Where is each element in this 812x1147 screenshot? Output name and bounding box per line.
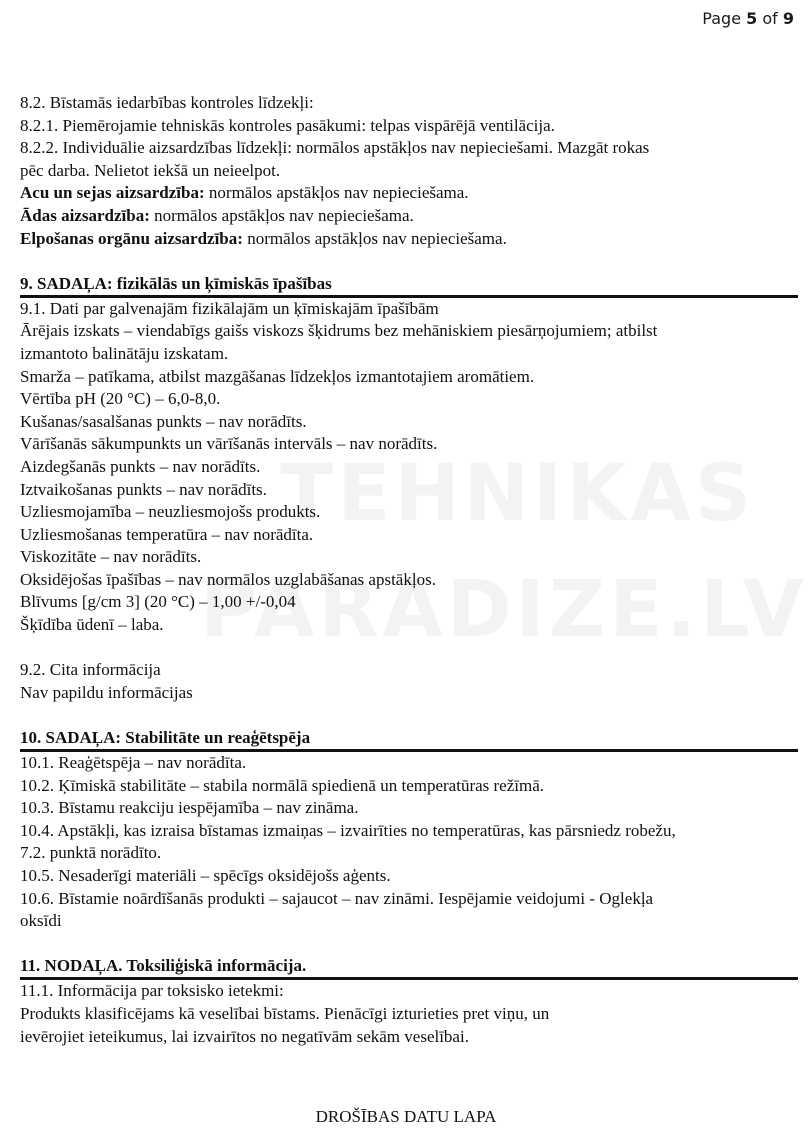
section9-line: Iztvaikošanas punkts – nav norādīts.: [20, 479, 267, 499]
skin-protection-label: Ādas aizsardzība:: [20, 205, 150, 225]
section10-line: 10.1. Reaģētspēja – nav norādīta.: [20, 753, 247, 773]
section10-line: 7.2. punktā norādīto.: [20, 843, 162, 863]
section9-line: Kušanas/sasalšanas punkts – nav norādīts.: [20, 411, 307, 431]
respiratory-protection-label: Elpošanas orgānu aizsardzība:: [20, 228, 243, 248]
section9-line: Uzliesmošanas temperatūra – nav norādīta.: [20, 524, 314, 544]
section9-line: Blīvums [g/cm 3] (20 °C) – 1,00 +/-0,04: [20, 592, 296, 612]
section9-line: izmantoto balinātāju izskatam.: [20, 343, 229, 363]
section9-line: Smarža – patīkama, atbilst mazgāšanas līdzekļos izmantotajiem aromātiem.: [20, 366, 535, 386]
section9-line: Ārējais izskats – viendabīgs gaišs viskozs šķidrums bez mehāniskiem piesārņojumiem; atbilst: [20, 321, 658, 341]
page-number: [702, 9, 794, 28]
section11-line: 11.1. Informācija par toksisko ietekmi:: [20, 981, 284, 1001]
page-of: of: [757, 9, 783, 28]
section10-line: 10.5. Nesaderīgi materiāli – spēcīgs oksidējošs aģents.: [20, 866, 391, 885]
section10-line: oksīdi: [20, 911, 62, 931]
section8-line: pēc darba. Nelietot iekšā un neieelpot.: [20, 160, 281, 180]
section9-line: Oksidējošas īpašības – nav normālos uzglabāšanas apstākļos.: [20, 569, 436, 589]
page-current: 5: [746, 9, 758, 28]
section8-line: 8.2.2. Individuālie aizsardzības līdzekļi: normālos apstākļos nav nepieciešami. Mazgāt rokas: [20, 138, 650, 158]
eye-protection-label: Acu un sejas aizsardzība:: [20, 183, 205, 203]
section9-line: Vērtība pH (20 °C) – 6,0-8,0.: [20, 389, 221, 409]
other-info-text: Nav papildu informācijas: [20, 682, 193, 702]
section11-line: ievērojiet ieteikumus, lai izvairītos no negatīvām sekām veselībai.: [20, 1026, 469, 1046]
section9-line: Uzliesmojamība – neuzliesmojošs produkts.: [20, 502, 321, 522]
section8-line: 8.2.1. Piemērojamie tehniskās kontroles pasākumi: telpas vispārējā ventilācija.: [20, 115, 555, 135]
section9-line: Šķīdība ūdenī – laba.: [20, 615, 164, 635]
page-prefix: Page: [702, 9, 747, 28]
eye-protection-text: normālos apstākļos nav nepieciešama.: [204, 183, 469, 203]
skin-protection-text: normālos apstākļos nav nepieciešama.: [149, 205, 414, 225]
section10-line: 10.6. Bīstamie noārdīšanās produkti – sajaucot – nav zināmi. Iespējamie veidojumi - Oglekļa: [20, 888, 654, 908]
section10-line: 10.4. Apstākļi, kas izraisa bīstamas izmaiņas – izvairīties no temperatūras, kas pārsniedz robežu,: [20, 820, 676, 840]
respiratory-protection-text: normālos apstākļos nav nepieciešama.: [242, 228, 507, 248]
other-info-title: 9.2. Cita informācija: [20, 660, 161, 680]
document-body: [20, 92, 798, 1048]
section10-heading: 10. SADAĻA: Stabilitāte un reaģētspēja: [20, 727, 798, 752]
section11-heading: 11. NODAĻA. Toksiliģiskā informācija.: [20, 955, 798, 980]
section10-line: 10.3. Bīstamu reakciju iespējamība – nav zināma.: [20, 798, 359, 818]
section9-heading: 9. SADAĻA: fizikālās un ķīmiskās īpašības: [20, 273, 798, 298]
section9-line: Vārīšanās sākumpunkts un vārīšanās intervāls – nav norādīts.: [20, 434, 438, 454]
skin-protection: [20, 205, 798, 228]
document-footer: DROŠĪBAS DATU LAPA: [315, 1107, 497, 1126]
section8-line: 8.2. Bīstamās iedarbības kontroles līdzekļi:: [20, 93, 314, 112]
respiratory-protection: [20, 228, 798, 251]
section11-line: Produkts klasificējams kā veselībai bīstams. Pienācīgi izturieties pret viņu, un: [20, 1003, 550, 1023]
section9-line: Viskozitāte – nav norādīts.: [20, 547, 202, 567]
eye-protection: [20, 182, 798, 205]
section9-line: 9.1. Dati par galvenajām fizikālajām un ķīmiskajām īpašībām: [20, 298, 439, 318]
section10-line: 10.2. Ķīmiskā stabilitāte – stabila normālā spiedienā un temperatūras režīmā.: [20, 775, 545, 795]
page-total: 9: [782, 9, 794, 28]
section9-line: Aizdegšanās punkts – nav norādīts.: [20, 456, 261, 476]
